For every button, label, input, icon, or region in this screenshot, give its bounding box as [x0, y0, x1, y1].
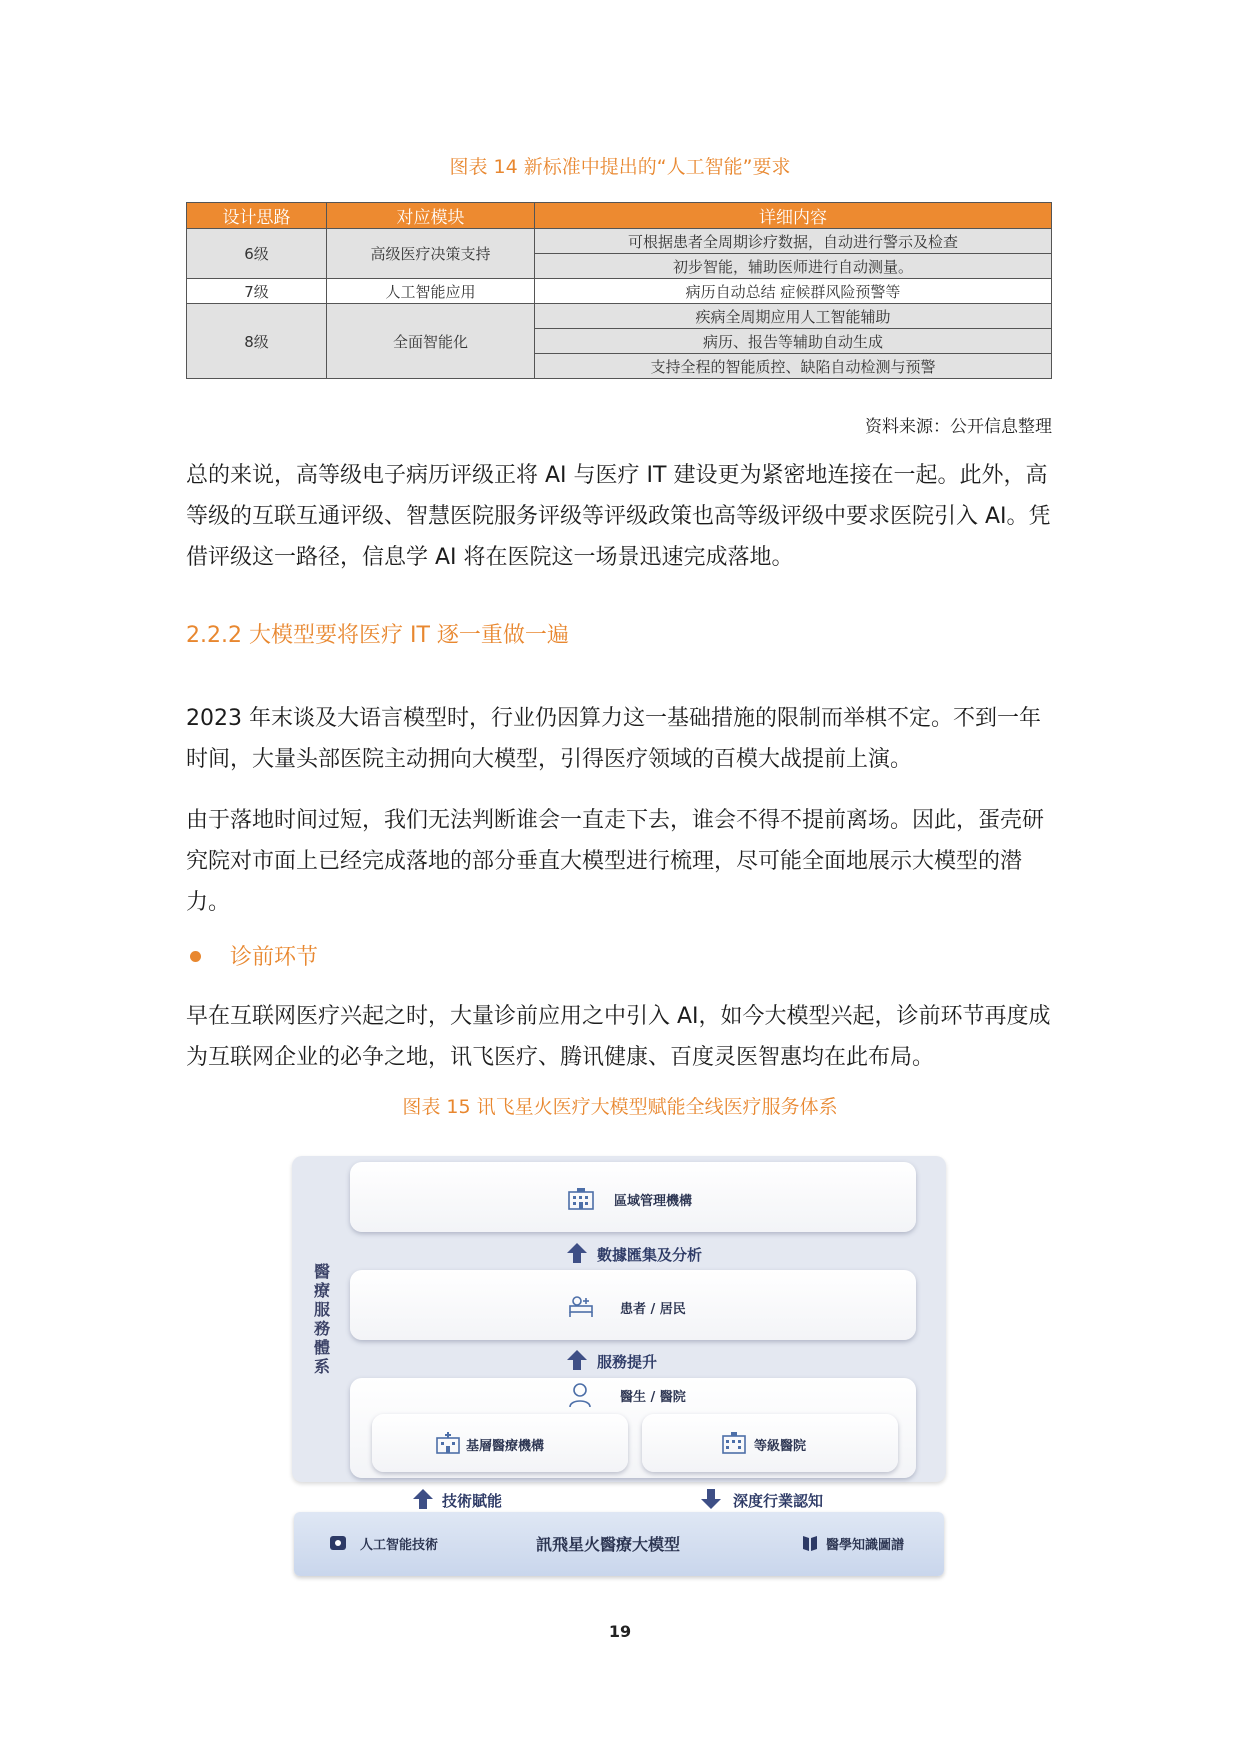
detail-cell: 病历、报告等辅助自动生成 — [535, 329, 1052, 354]
regional-management-box — [350, 1162, 916, 1232]
paragraph: 早在互联网医疗兴起之时，大量诊前应用之中引入 AI，如今大模型兴起，诊前环节再度成为互联网企业的必争之地，讯飞医疗、腾讯健康、百度灵医智惠均在此布局。 — [186, 1004, 1051, 1070]
primary-care-label: 基層醫療機構 — [466, 1439, 545, 1454]
level-cell: 7级 — [187, 279, 327, 304]
regional-label: 區域管理機構 — [614, 1194, 693, 1209]
page-number: 19 — [608, 1622, 632, 1641]
graded-hospital-box — [642, 1414, 898, 1472]
table-row — [187, 304, 1052, 329]
table-row — [187, 279, 1052, 304]
patient-bed-icon — [568, 1294, 594, 1318]
industry-insight-label: 深度行業認知 — [733, 1492, 824, 1510]
level-cell: 8级 — [187, 304, 327, 379]
data-analysis-label: 數據匯集及分析 — [597, 1246, 703, 1264]
doctor-icon — [568, 1382, 592, 1408]
vertical-label: 醫療服務體系 — [313, 1262, 330, 1376]
level-cell: 6级 — [187, 229, 327, 279]
figure15-caption: 图表 15 讯飞星火医疗大模型赋能全线医疗服务体系 — [402, 1096, 838, 1118]
module-cell: 全面智能化 — [327, 304, 535, 379]
detail-cell: 病历自动总结 症候群风险预警等 — [535, 279, 1052, 304]
column-header: 对应模块 — [327, 203, 535, 229]
table-header-row — [187, 203, 1052, 229]
ai-requirements-table — [186, 202, 1052, 379]
column-header: 设计思路 — [187, 203, 327, 229]
hospital-icon — [722, 1432, 746, 1454]
doctors-hospitals-box — [350, 1378, 916, 1478]
column-header: 详细内容 — [535, 203, 1052, 229]
bullet-dot-icon — [190, 951, 201, 962]
book-icon — [802, 1534, 818, 1552]
tech-empowerment-label: 技術賦能 — [442, 1492, 503, 1510]
detail-cell: 可根据患者全周期诊疗数据，自动进行警示及检查 — [535, 229, 1052, 254]
section-heading: 2.2.2 大模型要将医疗 IT 逐一重做一遍 — [186, 623, 569, 648]
building-icon — [568, 1188, 594, 1210]
down-arrow-icon — [700, 1488, 722, 1510]
detail-cell: 支持全程的智能质控、缺陷自动检测与预警 — [535, 354, 1052, 379]
patients-box — [350, 1270, 916, 1340]
up-arrow-icon — [566, 1349, 588, 1371]
detail-cell: 初步智能，辅助医师进行自动测量。 — [535, 254, 1052, 279]
doctors-label: 醫生 / 醫院 — [620, 1390, 686, 1405]
up-arrow-icon — [566, 1242, 588, 1264]
xunfei-model-bar — [294, 1512, 944, 1576]
paragraph: 总的来说，高等级电子病历评级正将 AI 与医疗 IT 建设更为紧密地连接在一起。此外，高等级的互联互通评级、智慧医院服务评级等评级政策也高等级评级中要求医院引入 AI。凭借评级这一路径，信息学 AI 将在医院这一场景迅速完成落地。 — [186, 463, 1051, 570]
paragraph: 2023 年末谈及大语言模型时，行业仍因算力这一基础措施的限制而举棋不定。不到一年时间，大量头部医院主动拥向大模型，引得医疗领域的百模大战提前上演。 — [186, 706, 1041, 772]
knowledge-graph-label: 醫學知識圖譜 — [826, 1538, 905, 1553]
paragraph: 由于落地时间过短，我们无法判断谁会一直走下去，谁会不得不提前离场。因此，蛋壳研究院对市面上已经完成落地的部分垂直大模型进行梳理，尽可能全面地展示大模型的潜力。 — [186, 808, 1045, 915]
ai-tech-label: 人工智能技術 — [360, 1538, 439, 1553]
ai-chip-icon — [330, 1536, 346, 1550]
primary-care-box — [372, 1414, 628, 1472]
table-source-note: 资料来源：公开信息整理 — [865, 417, 1052, 437]
up-arrow-icon — [412, 1488, 434, 1510]
module-cell: 高级医疗决策支持 — [327, 229, 535, 279]
service-upgrade-label: 服務提升 — [597, 1353, 658, 1371]
graded-hospital-label: 等級醫院 — [754, 1439, 807, 1454]
detail-cell: 疾病全周期应用人工智能辅助 — [535, 304, 1052, 329]
table-row — [187, 229, 1052, 254]
module-cell: 人工智能应用 — [327, 279, 535, 304]
bullet-heading: 诊前环节 — [230, 945, 319, 970]
clinic-icon — [436, 1432, 460, 1454]
model-name-label: 訊飛星火醫療大模型 — [536, 1535, 681, 1554]
figure14-caption: 图表 14 新标准中提出的“人工智能”要求 — [449, 156, 791, 178]
patients-label: 患者 / 居民 — [620, 1302, 686, 1317]
